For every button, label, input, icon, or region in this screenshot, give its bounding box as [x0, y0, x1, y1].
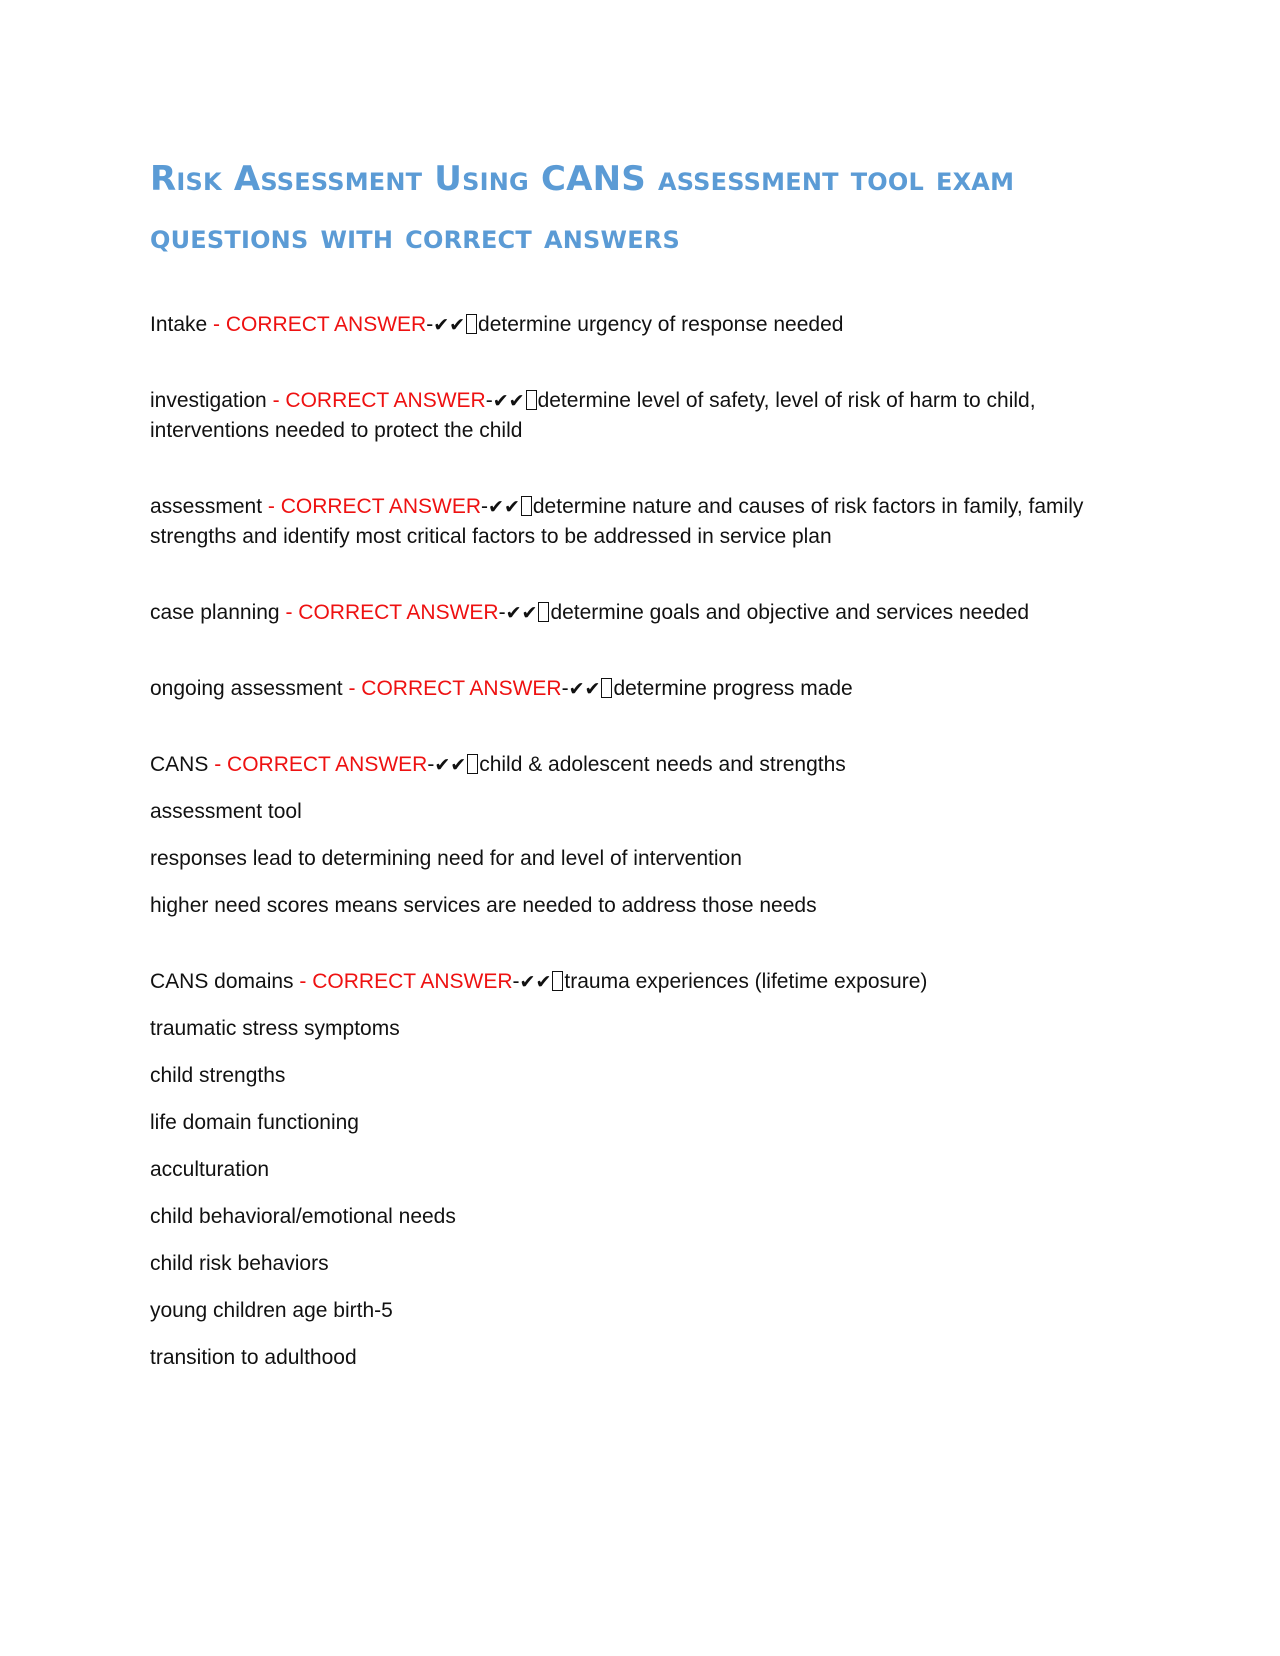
- missing-glyph-box-icon: [467, 754, 478, 774]
- answer-separator: -: [207, 313, 226, 336]
- answer-dash: -: [498, 601, 506, 624]
- question-term: investigation: [150, 389, 267, 412]
- correct-answer-label: CORRECT ANSWER: [285, 389, 486, 412]
- answer-separator: -: [342, 677, 362, 700]
- question-term: ongoing assessment: [150, 677, 343, 700]
- answer-extra-line: child strengths: [150, 1064, 286, 1087]
- qa-entry: [150, 750, 1130, 921]
- checkmark-icon: ✔✔: [433, 314, 466, 336]
- answer-extra-lines: [150, 797, 1130, 921]
- answer-extra-line: transition to adulthood: [150, 1346, 357, 1369]
- correct-answer-label: CORRECT ANSWER: [280, 495, 482, 518]
- qa-line: [150, 967, 1130, 997]
- answer-extra-line: acculturation: [150, 1158, 270, 1181]
- answer-extra-line: assessment tool: [150, 800, 302, 823]
- missing-glyph-box-icon: [526, 390, 537, 410]
- document-title: Risk Assessment Using CANS assessment tool exam questions with correct answers: [150, 159, 1015, 257]
- answer-text: determine nature and causes of risk factors in family, family strengths and identify most critical factors to be addressed in service plan: [150, 495, 1084, 548]
- question-term: case planning: [150, 601, 280, 624]
- qa-line: [150, 492, 1130, 552]
- qa-line: [150, 310, 1130, 340]
- checkmark-icon: ✔✔: [492, 390, 525, 412]
- answer-separator: -: [279, 601, 299, 624]
- qa-line: [150, 598, 1130, 628]
- answer-extra-line: higher need scores means services are needed to address those needs: [150, 894, 817, 917]
- checkmark-icon: ✔✔: [519, 971, 552, 993]
- missing-glyph-box-icon: [601, 678, 612, 698]
- missing-glyph-box-icon: [552, 971, 563, 991]
- missing-glyph-box-icon: [538, 602, 549, 622]
- answer-text: trauma experiences (lifetime exposure): [564, 970, 928, 993]
- answer-text: determine level of safety, level of risk of harm to child, interventions needed to protect the child: [150, 389, 1036, 442]
- question-term: assessment: [150, 495, 263, 518]
- question-term: Intake: [150, 313, 208, 336]
- correct-answer-label: CORRECT ANSWER: [312, 970, 513, 993]
- answer-dash: -: [512, 970, 520, 993]
- answer-separator: -: [208, 753, 228, 776]
- answer-extra-line: traumatic stress symptoms: [150, 1017, 400, 1040]
- answer-separator: -: [266, 389, 286, 412]
- checkmark-icon: ✔✔: [434, 754, 467, 776]
- correct-answer-label: CORRECT ANSWER: [227, 753, 428, 776]
- correct-answer-label: CORRECT ANSWER: [298, 601, 499, 624]
- qa-entry: [150, 310, 1130, 340]
- answer-dash: -: [426, 313, 434, 336]
- answer-extra-lines: [150, 1014, 1130, 1373]
- checkmark-icon: ✔✔: [568, 678, 601, 700]
- answer-extra-line: child risk behaviors: [150, 1252, 329, 1275]
- qa-entry: [150, 492, 1130, 552]
- question-term: CANS: [150, 753, 209, 776]
- answer-dash: -: [561, 677, 569, 700]
- missing-glyph-box-icon: [521, 496, 532, 516]
- answer-text: child & adolescent needs and strengths: [479, 753, 846, 776]
- qa-entry: [150, 967, 1130, 1373]
- qa-entry: [150, 674, 1130, 704]
- qa-entry: [150, 386, 1130, 446]
- answer-dash: -: [427, 753, 435, 776]
- checkmark-icon: ✔✔: [505, 602, 538, 624]
- document-page: [150, 150, 1130, 1419]
- answer-dash: -: [485, 389, 493, 412]
- answer-separator: -: [293, 970, 313, 993]
- qa-entry: [150, 598, 1130, 628]
- qa-line: [150, 386, 1130, 446]
- qa-line: [150, 750, 1130, 780]
- answer-text: determine goals and objective and services needed: [550, 601, 1030, 624]
- missing-glyph-box-icon: [466, 314, 477, 334]
- answer-text: determine urgency of response needed: [478, 313, 844, 336]
- qa-list: [150, 310, 1130, 1373]
- checkmark-icon: ✔✔: [488, 496, 520, 518]
- answer-extra-line: responses lead to determining need for and level of intervention: [150, 847, 742, 870]
- question-term: CANS domains: [150, 970, 294, 993]
- answer-extra-line: life domain functioning: [150, 1111, 359, 1134]
- correct-answer-label: CORRECT ANSWER: [225, 313, 427, 336]
- answer-extra-line: child behavioral/emotional needs: [150, 1205, 456, 1228]
- answer-extra-line: young children age birth-5: [150, 1299, 393, 1322]
- answer-separator: -: [262, 495, 281, 518]
- correct-answer-label: CORRECT ANSWER: [361, 677, 562, 700]
- answer-text: determine progress made: [613, 677, 853, 700]
- qa-line: [150, 674, 1130, 704]
- answer-dash: -: [481, 495, 489, 518]
